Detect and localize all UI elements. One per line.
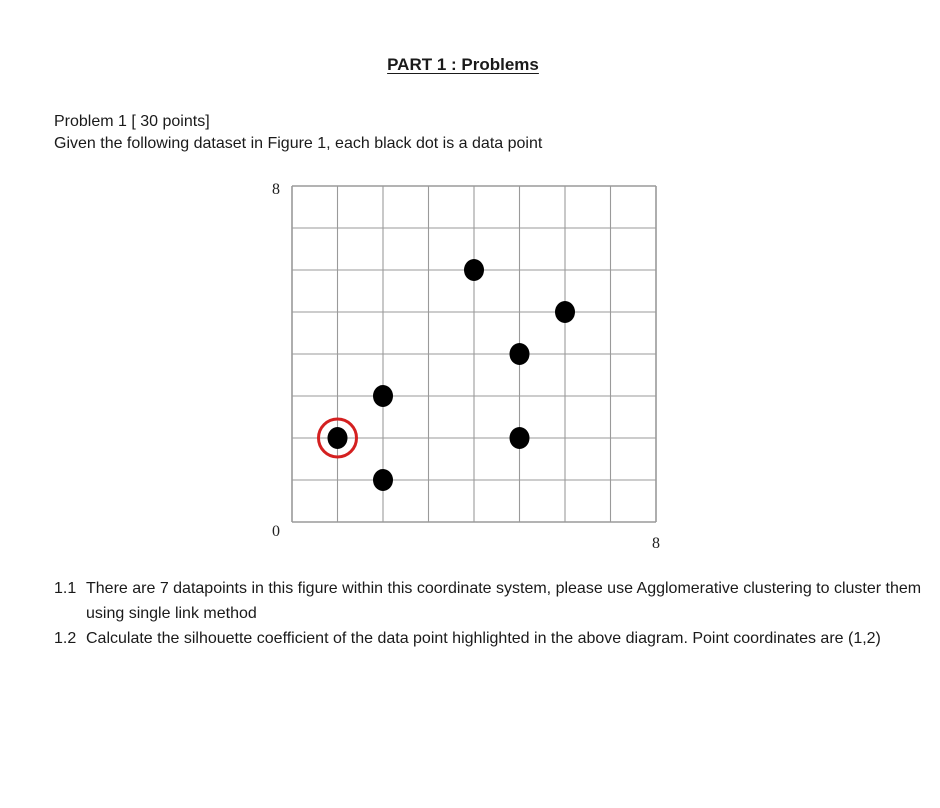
- x-tick-label-max: 8: [652, 535, 660, 552]
- question-item: [54, 576, 924, 626]
- data-point: [464, 259, 484, 281]
- question-text: There are 7 datapoints in this figure within this coordinate system, please use Agglomerative clustering to cluster them using single link method: [86, 580, 922, 622]
- question-item: [54, 626, 924, 651]
- y-tick-label-max: 8: [272, 181, 280, 198]
- figure-1-scatter-plot: [250, 176, 670, 556]
- data-point: [555, 301, 575, 323]
- problem-description: Given the following dataset in Figure 1, each black dot is a data point: [54, 135, 543, 152]
- data-point: [373, 385, 393, 407]
- data-point: [510, 427, 530, 449]
- question-list: [54, 576, 924, 651]
- part-title: PART 1 : Problems: [387, 55, 539, 74]
- y-tick-label-min: 0: [272, 523, 280, 540]
- question-number: 1.2: [54, 630, 77, 647]
- data-point: [510, 343, 530, 365]
- data-point-highlighted: [328, 427, 348, 449]
- question-text: Calculate the silhouette coefficient of the data point highlighted in the above diagram. Point coordinates are (1,2): [86, 630, 881, 647]
- problem-intro: [54, 111, 542, 155]
- data-point: [373, 469, 393, 491]
- problem-heading: Problem 1 [ 30 points]: [54, 113, 210, 130]
- question-number: 1.1: [54, 580, 77, 597]
